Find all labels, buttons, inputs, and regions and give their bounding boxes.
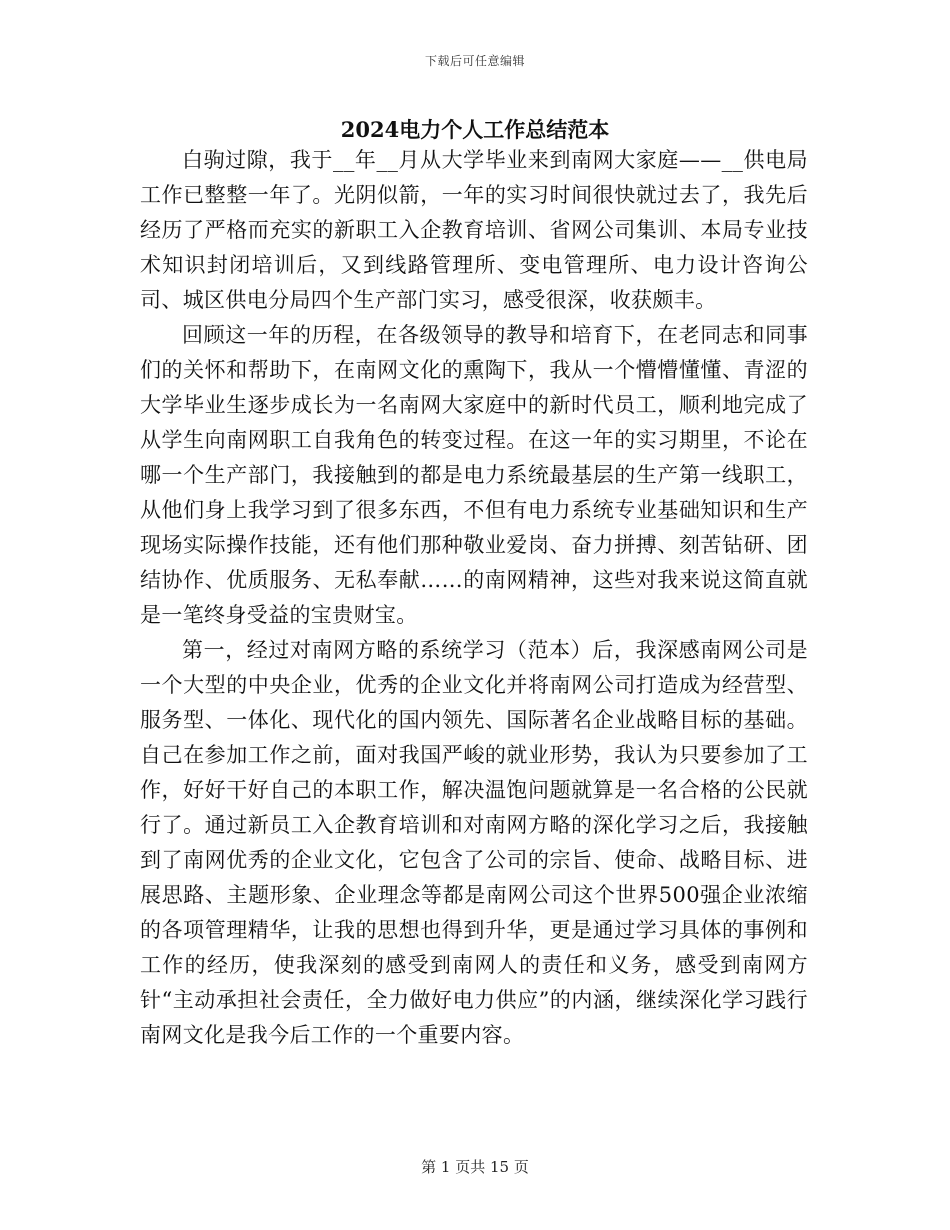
document-title: 2024电力个人工作总结范本 [340, 117, 610, 142]
paragraph-3: 第一，经过对南网方略的系统学习（范本）后，我深感南网公司是一个大型的中央企业，优秀的企业文化并将南网公司打造成为经营型、服务型、一体化、现代化的国内领先、国际著名企业战略目标的基础。自己在参加工作之前，面对我国严峻的就业形势，我认为只要参加了工作，好好干好自己的本职工作，解决温饱问题就算是一名合格的公民就行了。通过新员工入企教育培训和对南网方略的深化学习之后，我接触到了南网优秀的企业文化，它包含了公司的宗旨、使命、战略目标、进展思路、主题形象、企业理念等都是南网公司这个世界500强企业浓缩的各项管理精华，让我的思想也得到升华，更是通过学习具体的事例和工作的经历，使我深刻的感受到南网人的责任和义务，感受到南网方针“主动承担社会责任，全力做好电力供应”的内涵，继续深化学习践行南网文化是我今后工作的一个重要内容。 [140, 638, 808, 1047]
document-body [140, 143, 808, 1053]
paragraph-1: 白驹过隙，我于__年__月从大学毕业来到南网大家庭——__供电局工作已整整一年了。光阴似箭，一年的实习时间很快就过去了，我先后经历了严格而充实的新职工入企教育培训、省网公司集训、本局专业技术知识封闭培训后，又到线路管理所、变电管理所、电力设计咨询公司、城区供电分局四个生产部门实习，感受很深，收获颇丰。 [140, 148, 808, 312]
paragraph-2: 回顾这一年的历程，在各级领导的教导和培育下，在老同志和同事们的关怀和帮助下，在南网文化的熏陶下，我从一个懵懵懂懂、青涩的大学毕业生逐步成长为一名南网大家庭中的新时代员工，顺利地完成了从学生向南网职工自我角色的转变过程。在这一年的实习期里，不论在哪一个生产部门，我接触到的都是电力系统最基层的生产第一线职工，从他们身上我学习到了很多东西，不但有电力系统专业基础知识和生产现场实际操作技能，还有他们那种敬业爱岗、奋力拼搏、刻苦钻研、团结协作、优质服务、无私奉献……的南网精神，这些对我来说这简直就是一笔终身受益的宝贵财宝。 [140, 323, 808, 627]
page-number-footer: 第 1 页共 15 页 [421, 1158, 529, 1176]
header-note: 下载后可任意编辑 [424, 54, 525, 68]
